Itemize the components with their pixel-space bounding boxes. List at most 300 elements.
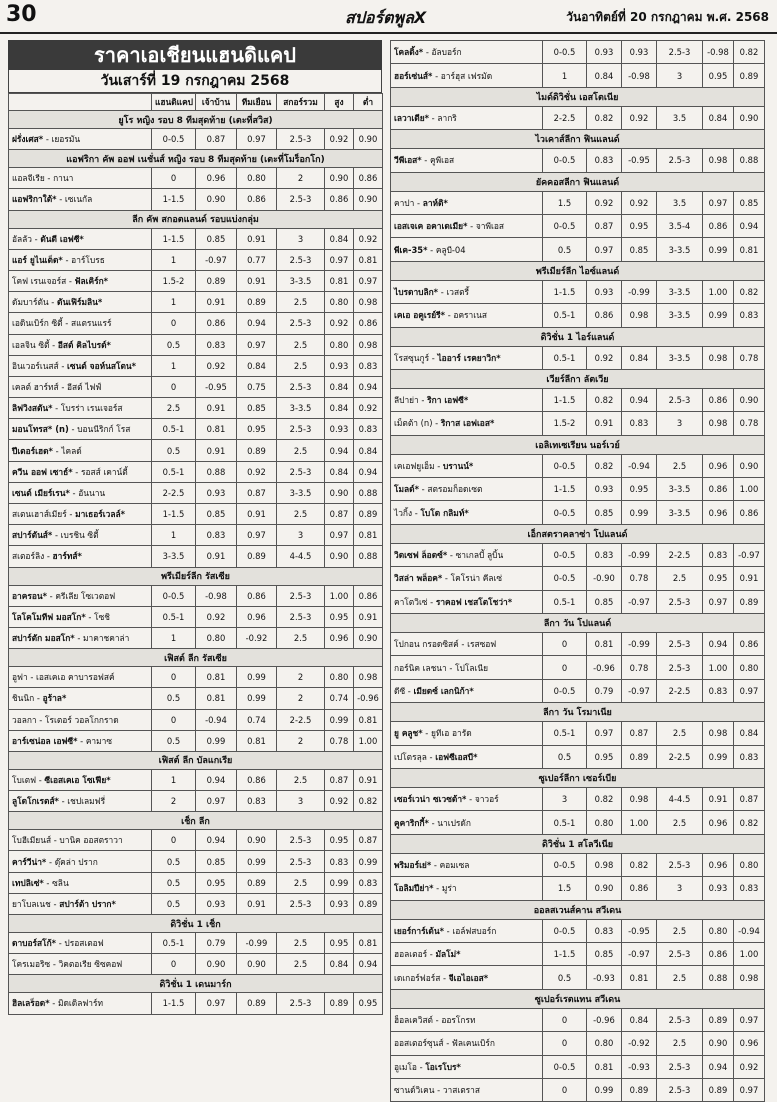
league-name: ดิวิชั่น 1 เดนมาร์ก — [9, 975, 383, 993]
away-odds: 0.89 — [622, 745, 657, 768]
home-team: ลิฟวิงสตัน* — [12, 403, 53, 414]
under-odds: 0.89 — [734, 64, 765, 87]
league-header-row — [391, 130, 765, 149]
handicap-value: 0 — [152, 667, 196, 688]
total-goals: 2-2.5 — [657, 679, 703, 702]
under-odds: 0.89 — [354, 504, 383, 525]
team-separator: - — [443, 1038, 452, 1049]
over-odds: 0.83 — [325, 851, 354, 872]
match-row — [391, 191, 765, 214]
home-odds: 0.81 — [196, 688, 237, 709]
team-separator: - — [431, 859, 440, 870]
under-odds: 0.81 — [354, 709, 383, 730]
match-row — [391, 41, 765, 64]
under-odds: 0.98 — [354, 292, 383, 313]
home-odds: 0.83 — [196, 525, 237, 546]
away-team: โปโลเนีย — [455, 662, 489, 673]
match-teams — [391, 64, 543, 87]
away-team: มิดเดิลฟาร์ท — [57, 998, 103, 1009]
over-odds: 0.96 — [325, 627, 354, 648]
away-team: กานา — [53, 173, 74, 184]
league-name: ไมด์ดิวิชั่น เอสโตเนีย — [391, 87, 765, 106]
team-separator: - — [445, 310, 454, 321]
total-goals: 3 — [657, 412, 703, 435]
handicap-value: 0-0.5 — [543, 149, 587, 172]
handicap-value: 0.5 — [152, 730, 196, 751]
home-team: คูคาริกกี้* — [394, 817, 429, 828]
away-team: บอนนีริกก์ โรส — [77, 424, 131, 435]
away-team: โบรร่า เรนเจอร์ส — [60, 403, 123, 414]
away-team: วิคตอเรีย ซิซคอฟ — [58, 959, 123, 970]
away-team: โบโด กลิมท์* — [420, 507, 469, 518]
home-team: ยู คลูช* — [394, 728, 423, 739]
away-odds: -0.97 — [622, 679, 657, 702]
home-team: ดัมบาร์ตัน — [12, 297, 49, 308]
away-odds: 0.97 — [237, 525, 277, 546]
total-goals: 2.5 — [277, 769, 325, 790]
handicap-value: 1.5-2 — [543, 412, 587, 435]
over-odds: 0.95 — [703, 64, 734, 87]
over-odds: 0.99 — [325, 709, 354, 730]
under-odds: 0.94 — [354, 461, 383, 482]
match-row — [9, 730, 383, 751]
under-odds: 0.87 — [354, 830, 383, 851]
column-header: สูง — [325, 94, 354, 111]
over-odds: 0.94 — [703, 633, 734, 656]
match-row — [9, 355, 383, 376]
match-row — [391, 787, 765, 810]
over-odds: 0.89 — [703, 1008, 734, 1031]
total-goals: 2.5 — [657, 454, 703, 477]
match-teams — [9, 709, 152, 730]
league-header-row — [9, 915, 383, 933]
away-odds: 0.94 — [237, 313, 277, 334]
team-separator: - — [56, 194, 65, 205]
match-teams — [391, 590, 543, 613]
page-subtitle: วันเสาร์ที่ 19 กรกฎาคม 2568 — [8, 70, 382, 93]
match-row — [391, 106, 765, 129]
home-team: แอลจีเรีย — [12, 173, 45, 184]
under-odds: 0.89 — [734, 590, 765, 613]
total-goals: 3 — [657, 64, 703, 87]
match-row — [391, 745, 765, 768]
away-team: ออรโกรท — [441, 1014, 476, 1025]
team-separator: - — [434, 1085, 443, 1096]
home-team: มอนโทรส* (n) — [12, 424, 69, 435]
over-odds: 0.84 — [325, 376, 354, 397]
total-goals: 3-3.5 — [657, 280, 703, 303]
total-goals: 4-4.5 — [657, 787, 703, 810]
home-team: เคเอ อคูเรย์รี* — [394, 310, 446, 321]
team-separator: - — [49, 339, 58, 350]
over-odds: 0.78 — [325, 730, 354, 751]
column-header — [9, 94, 152, 111]
under-odds: 0.91 — [734, 567, 765, 590]
away-odds: -0.95 — [622, 919, 657, 942]
team-separator: - — [52, 403, 61, 414]
over-odds: 0.81 — [325, 270, 354, 291]
handicap-value: 0-0.5 — [543, 919, 587, 942]
home-odds: -0.97 — [196, 249, 237, 270]
home-team: อูฟา — [12, 672, 28, 683]
league-name: แอฟริกา คัพ ออฟ เนชั่นส์ หญิง รอบ 8 ทีมสุดท้าย (เตะที่โมร็อกโก) — [9, 150, 383, 168]
match-row — [391, 1032, 765, 1055]
away-team: ซลิน — [52, 877, 69, 888]
home-odds: 0.85 — [196, 504, 237, 525]
home-odds: 0.93 — [587, 478, 622, 501]
league-header-row — [9, 111, 383, 129]
home-odds: 0.80 — [196, 627, 237, 648]
away-team: ยูทีเอ อารัด — [430, 728, 472, 739]
league-name: ดิวิชั่น 1 สโลวีเนีย — [391, 834, 765, 853]
over-odds: 0.86 — [703, 942, 734, 965]
total-goals: 2.5-3 — [277, 606, 325, 627]
home-team: โบเตฟ — [12, 774, 37, 785]
match-row — [9, 830, 383, 851]
handicap-value: 0-0.5 — [543, 679, 587, 702]
handicap-value: 1 — [152, 627, 196, 648]
home-odds: 0.84 — [587, 64, 622, 87]
match-teams — [9, 893, 152, 914]
match-row — [391, 412, 765, 435]
league-header-row — [391, 435, 765, 454]
match-row — [391, 1055, 765, 1078]
league-header-row — [9, 210, 383, 228]
total-goals: 2.5 — [657, 567, 703, 590]
total-goals: 2.5 — [277, 440, 325, 461]
league-header-row — [391, 369, 765, 388]
home-team: ควีน ออฟ เซาธ์* — [12, 466, 73, 477]
away-odds: 0.89 — [622, 1078, 657, 1101]
away-odds: -0.99 — [622, 543, 657, 566]
home-odds: 0.81 — [587, 1055, 622, 1078]
column-header: ทีมเยือน — [237, 94, 277, 111]
home-team: โครเมอริซ — [12, 959, 51, 970]
home-odds: 0.97 — [587, 722, 622, 745]
away-odds: 0.82 — [622, 853, 657, 876]
away-team: อูร้าล* — [42, 693, 67, 704]
over-odds: 0.89 — [703, 1078, 734, 1101]
away-team: คามาซ — [85, 735, 113, 746]
over-odds: 0.96 — [703, 454, 734, 477]
under-odds: 0.81 — [354, 249, 383, 270]
total-goals: 2.5-3 — [277, 376, 325, 397]
column-header: สกอร์รวม — [277, 94, 325, 111]
under-odds: 0.86 — [354, 168, 383, 189]
under-odds: 0.94 — [354, 954, 383, 975]
away-team: อันนาน — [78, 487, 106, 498]
away-team: จาวอร์ — [474, 794, 499, 805]
over-odds: 0.97 — [325, 249, 354, 270]
away-odds: 0.90 — [237, 830, 277, 851]
over-odds: 0.86 — [703, 214, 734, 237]
home-team: ปีเตอร์เฮด* — [12, 445, 53, 456]
away-team: จีเอไอเอส* — [448, 972, 489, 983]
match-row — [391, 280, 765, 303]
home-odds: 0.90 — [587, 877, 622, 900]
total-goals: 3-3.5 — [277, 398, 325, 419]
over-odds: 0.84 — [325, 228, 354, 249]
team-separator: - — [432, 70, 441, 81]
over-odds: 0.86 — [325, 189, 354, 210]
under-odds: 0.94 — [734, 214, 765, 237]
home-team: เดเกอร์ฟอร์ส — [394, 972, 441, 983]
total-goals: 2.5-3 — [657, 942, 703, 965]
home-team: คาร์วีน่า* — [12, 856, 47, 867]
home-odds: 0.92 — [196, 606, 237, 627]
handicap-value: 0.5-1 — [152, 606, 196, 627]
over-odds: 0.90 — [325, 546, 354, 567]
away-team: สแตรนแรร์ — [70, 318, 112, 329]
handicap-value: 2 — [152, 791, 196, 812]
under-odds: 0.80 — [734, 853, 765, 876]
over-odds: 1.00 — [703, 656, 734, 679]
away-odds: 0.77 — [237, 249, 277, 270]
away-odds: -0.92 — [237, 627, 277, 648]
total-goals: 2.5-3 — [657, 656, 703, 679]
league-header-row — [391, 768, 765, 787]
match-row — [9, 270, 383, 291]
match-teams — [391, 919, 543, 942]
odds-table-left — [8, 93, 383, 1015]
over-odds: 0.94 — [703, 1055, 734, 1078]
league-header-row — [391, 524, 765, 543]
team-separator: - — [27, 672, 37, 683]
home-team: ไบรดาบลิก* — [394, 286, 439, 297]
league-header-row — [391, 614, 765, 633]
away-odds: 0.95 — [622, 214, 657, 237]
team-separator: - — [405, 686, 414, 696]
home-odds: 0.82 — [587, 106, 622, 129]
total-goals: 3-3.5 — [277, 270, 325, 291]
league-name: เวียร์ลีกา ลัตเวีย — [391, 369, 765, 388]
away-team: เอฟซีเอสบี* — [435, 751, 478, 762]
under-odds: 0.81 — [354, 933, 383, 954]
over-odds: 0.87 — [325, 504, 354, 525]
match-teams — [391, 966, 543, 989]
league-name: ลีก คัพ สกอตแลนด์ รอบแบ่งกลุ่ม — [9, 210, 383, 228]
home-odds: 0.83 — [587, 919, 622, 942]
under-odds: 0.86 — [734, 633, 765, 656]
away-team: จาพีเอส — [475, 221, 504, 232]
home-team: สเตอร์ลิง — [12, 551, 45, 562]
under-odds: 1.00 — [734, 942, 765, 965]
home-odds: 0.87 — [587, 214, 622, 237]
handicap-value: 1.5 — [543, 191, 587, 214]
team-separator: - — [427, 949, 436, 960]
match-row — [9, 249, 383, 270]
total-goals: 3 — [277, 228, 325, 249]
match-teams — [391, 656, 543, 679]
total-goals: 3 — [277, 525, 325, 546]
home-team: คาโตวิเซ่ — [394, 596, 428, 607]
home-odds: 0.97 — [587, 238, 622, 261]
match-teams — [9, 398, 152, 419]
home-team: เอลจิน ซิตี้ — [12, 339, 50, 350]
league-header-row — [391, 172, 765, 191]
page-title: ราคาเอเชียนแฮนดิแคป — [8, 40, 382, 70]
total-goals: 3-3.5 — [277, 482, 325, 503]
team-separator: - — [429, 112, 438, 123]
home-team: ฮอร์เซ่นส์* — [394, 70, 433, 81]
away-team: รอสส์ เคาน์ตี้ — [80, 466, 128, 477]
home-team: ชินนิก — [12, 693, 35, 704]
handicap-value: 2.5 — [152, 398, 196, 419]
team-separator: - — [418, 484, 428, 495]
total-goals: 2.5-3 — [657, 149, 703, 172]
home-team: เทปลิเซ่* — [12, 877, 44, 888]
home-team: โปกอน กรอดซิสค์ — [394, 639, 459, 650]
total-goals: 2.5 — [277, 292, 325, 313]
handicap-value: 0 — [543, 1032, 587, 1055]
match-teams — [9, 129, 152, 150]
match-teams — [9, 270, 152, 291]
match-teams — [9, 482, 152, 503]
away-team: เอสเคเอ คาบารอฟสค์ — [36, 672, 115, 683]
team-separator: - — [428, 817, 438, 828]
away-team: วาสเตราส — [442, 1085, 480, 1096]
handicap-value: 0 — [152, 830, 196, 851]
odds-table-right — [390, 40, 765, 1102]
home-odds: 0.85 — [587, 942, 622, 965]
handicap-value: 0.5 — [543, 745, 587, 768]
match-row — [9, 313, 383, 334]
match-row — [9, 461, 383, 482]
team-separator: - — [51, 835, 60, 846]
team-separator: - — [68, 424, 78, 435]
over-odds: 0.95 — [703, 567, 734, 590]
total-goals: 2.5 — [277, 872, 325, 893]
total-goals: 2.5 — [657, 811, 703, 834]
match-row — [391, 722, 765, 745]
away-odds: 0.96 — [237, 606, 277, 627]
away-odds: 0.91 — [237, 228, 277, 249]
home-team: ลูโดโกเรตส์* — [12, 796, 59, 807]
away-team: เอล์ฟสบอร์ก — [452, 925, 497, 936]
match-row — [9, 688, 383, 709]
away-team: ดันเฟิร์มลิน* — [57, 297, 103, 308]
handicap-value: 0-0.5 — [543, 501, 587, 524]
home-odds: -0.95 — [196, 376, 237, 397]
league-header-row — [391, 834, 765, 853]
home-odds: 0.94 — [196, 769, 237, 790]
match-teams — [9, 730, 152, 751]
under-odds: 0.88 — [354, 482, 383, 503]
match-row — [391, 454, 765, 477]
match-row — [391, 238, 765, 261]
match-row — [9, 292, 383, 313]
match-teams — [9, 249, 152, 270]
under-odds: 0.96 — [734, 1032, 765, 1055]
match-row — [9, 189, 383, 210]
home-odds: 0.81 — [196, 419, 237, 440]
league-name: เฟิสต์ ลีก บัลแกเรีย — [9, 751, 383, 769]
team-separator: - — [418, 395, 428, 406]
under-odds: 0.81 — [354, 525, 383, 546]
under-odds: 0.90 — [734, 454, 765, 477]
handicap-value: 0.5-1 — [152, 461, 196, 482]
home-odds: 0.96 — [196, 168, 237, 189]
away-odds: 0.98 — [622, 787, 657, 810]
team-separator: - — [447, 550, 456, 561]
team-separator: - — [69, 487, 79, 498]
home-team: เยอร์การ์เด้น* — [394, 925, 444, 936]
under-odds: 0.92 — [354, 228, 383, 249]
page-number: 30 — [6, 2, 37, 27]
match-teams — [9, 933, 152, 954]
over-odds: 0.80 — [325, 667, 354, 688]
match-teams — [9, 627, 152, 648]
over-odds: 0.99 — [325, 872, 354, 893]
league-name: ออลสเวนส์คาน สวีเดน — [391, 900, 765, 919]
home-team: สเตนเฮาส์เมียร์ — [12, 509, 67, 520]
team-separator: - — [58, 381, 68, 392]
match-teams — [9, 334, 152, 355]
home-team: พีเค-35* — [394, 244, 428, 255]
away-team: ซีเอสเคเอ โซเฟีย* — [44, 774, 111, 785]
handicap-value: 0.5-1 — [543, 811, 587, 834]
home-team: ไวกิ้ง — [394, 507, 413, 518]
team-separator: - — [46, 856, 55, 867]
home-team: อูเมโอ — [394, 1061, 417, 1072]
away-odds: 1.00 — [622, 811, 657, 834]
match-row — [9, 129, 383, 150]
home-team: อัลลัว — [12, 233, 32, 244]
table-header-row — [9, 94, 383, 111]
away-odds: 0.98 — [622, 304, 657, 327]
away-odds: -0.94 — [622, 454, 657, 477]
home-odds: 0.88 — [196, 461, 237, 482]
match-row — [391, 942, 765, 965]
home-odds: 0.99 — [196, 730, 237, 751]
over-odds: 0.83 — [703, 543, 734, 566]
league-name: พรีเมียร์ลีก รัสเซีย — [9, 567, 383, 585]
away-odds: 0.91 — [237, 893, 277, 914]
away-odds: 0.94 — [622, 388, 657, 411]
home-team: อาครอน* — [12, 590, 47, 601]
home-odds: 0.90 — [196, 954, 237, 975]
away-odds: -0.92 — [622, 1032, 657, 1055]
league-name: พรีเมียร์ลีก ไอซ์แลนด์ — [391, 261, 765, 280]
match-row — [391, 64, 765, 87]
home-team: เปโตรลุล — [394, 751, 427, 762]
under-odds: 0.82 — [734, 41, 765, 64]
over-odds: 0.87 — [325, 769, 354, 790]
match-row — [9, 585, 383, 606]
away-team: บรานน์* — [442, 460, 474, 471]
over-odds: 0.96 — [703, 811, 734, 834]
team-separator: - — [43, 134, 52, 145]
under-odds: 0.89 — [354, 893, 383, 914]
match-teams — [9, 313, 152, 334]
under-odds: 0.86 — [354, 313, 383, 334]
match-teams — [391, 149, 543, 172]
total-goals: 4-4.5 — [277, 546, 325, 567]
home-team: วอลกา — [12, 714, 37, 725]
away-odds: 0.91 — [237, 270, 277, 291]
over-odds: 0.95 — [325, 830, 354, 851]
match-row — [9, 546, 383, 567]
under-odds: 0.92 — [354, 398, 383, 419]
over-odds: 0.86 — [703, 388, 734, 411]
match-row — [391, 966, 765, 989]
home-odds: -0.96 — [587, 656, 622, 679]
home-team: โบฮีเมียนส์ — [12, 835, 52, 846]
team-separator: - — [412, 507, 421, 518]
home-team: ฝรั่งเศส* — [12, 134, 44, 145]
over-odds: 0.92 — [325, 791, 354, 812]
home-team: แอฟริกาใต้* — [12, 194, 57, 205]
